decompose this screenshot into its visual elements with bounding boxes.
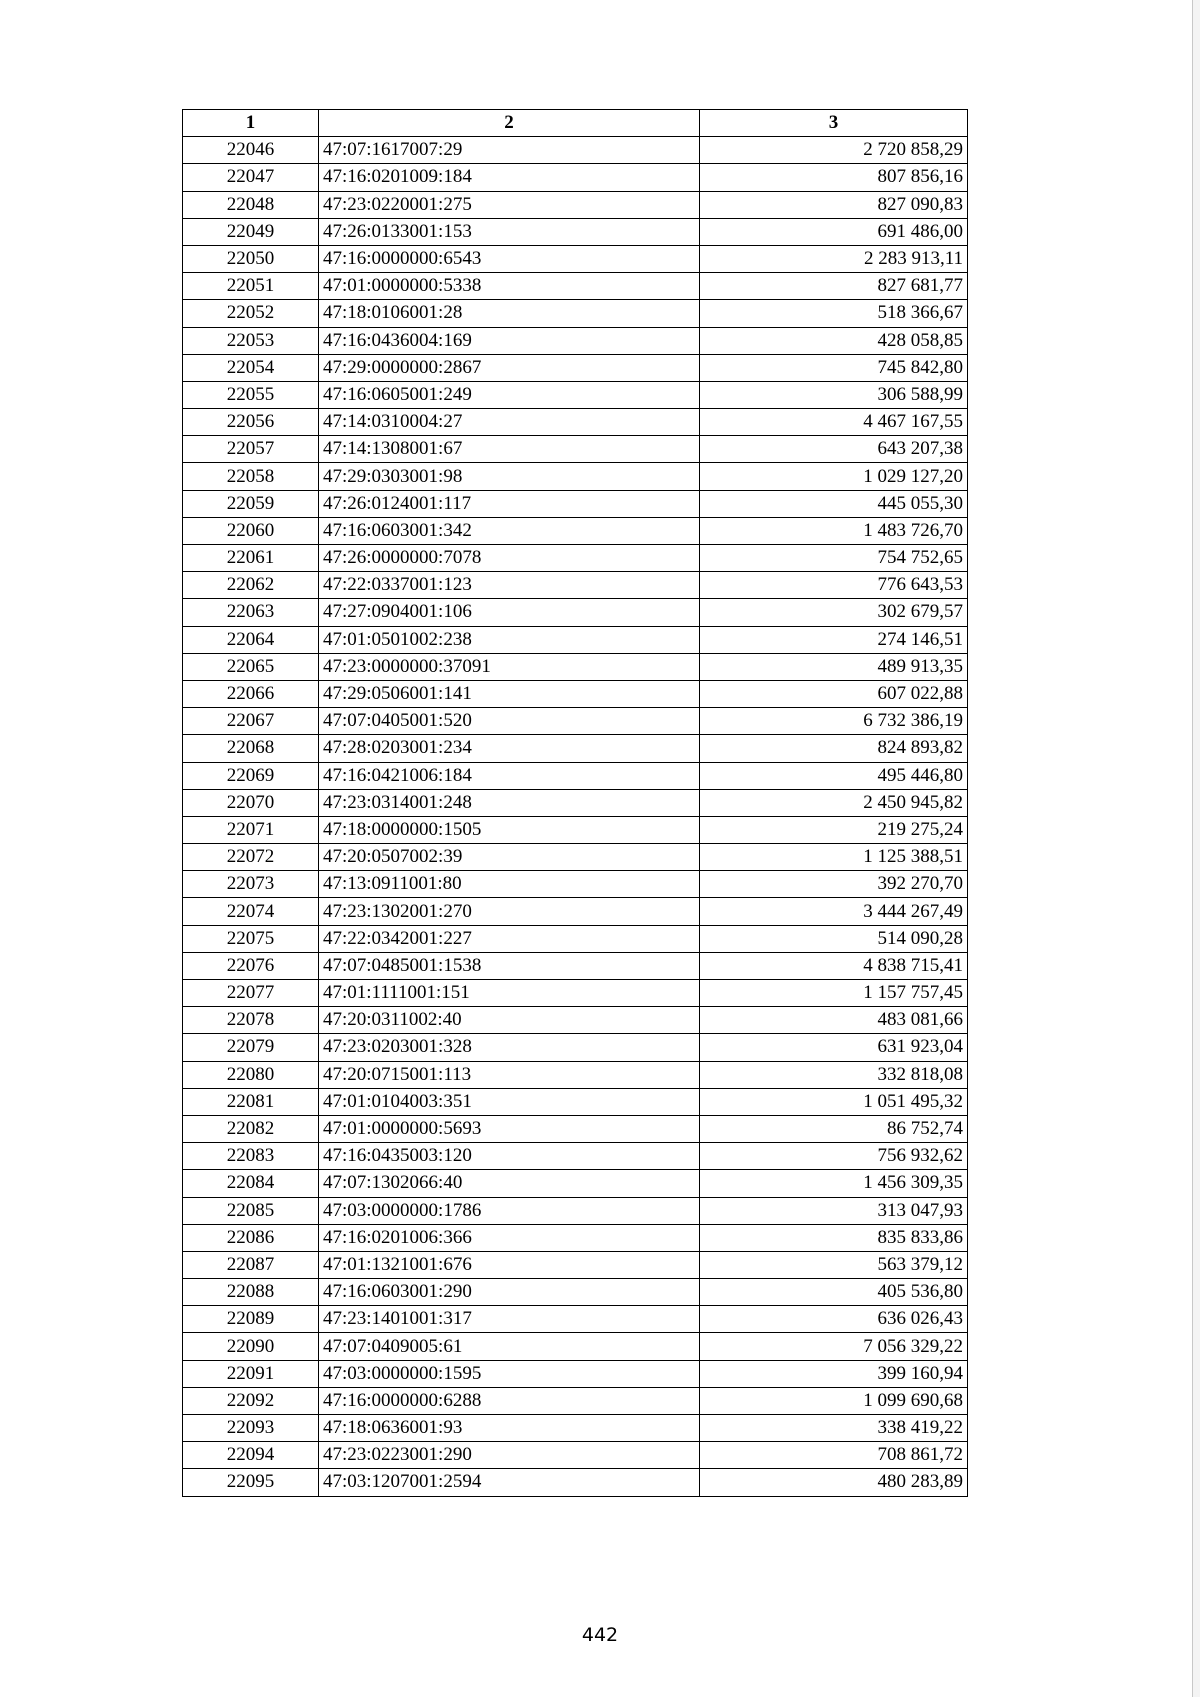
- row-number-cell: 22064: [183, 626, 319, 653]
- cadastral-number-cell: 47:23:0203001:328: [319, 1034, 700, 1061]
- value-cell: 2 720 858,29: [700, 137, 968, 164]
- table-row: [183, 545, 968, 572]
- cadastral-number-cell: 47:26:0124001:117: [319, 490, 700, 517]
- row-number-cell: 22048: [183, 191, 319, 218]
- table-row: [183, 245, 968, 272]
- cadastral-number-cell: 47:26:0000000:7078: [319, 545, 700, 572]
- cadastral-number-cell: 47:03:0000000:1786: [319, 1197, 700, 1224]
- value-cell: 1 099 690,68: [700, 1387, 968, 1414]
- row-number-cell: 22055: [183, 381, 319, 408]
- table-row: [183, 599, 968, 626]
- cadastral-number-cell: 47:16:0421006:184: [319, 762, 700, 789]
- data-table: [182, 109, 968, 1497]
- value-cell: 483 081,66: [700, 1007, 968, 1034]
- cadastral-number-cell: 47:22:0342001:227: [319, 925, 700, 952]
- cadastral-number-cell: 47:07:0409005:61: [319, 1333, 700, 1360]
- cadastral-number-cell: 47:23:0223001:290: [319, 1442, 700, 1469]
- table-row: [183, 517, 968, 544]
- row-number-cell: 22084: [183, 1170, 319, 1197]
- value-cell: 708 861,72: [700, 1442, 968, 1469]
- table-header: [183, 110, 968, 137]
- value-cell: 4 467 167,55: [700, 409, 968, 436]
- cadastral-number-cell: 47:23:0000000:37091: [319, 653, 700, 680]
- row-number-cell: 22081: [183, 1088, 319, 1115]
- table-row: [183, 1034, 968, 1061]
- table-row: [183, 789, 968, 816]
- table-row: [183, 653, 968, 680]
- cadastral-number-cell: 47:20:0715001:113: [319, 1061, 700, 1088]
- table-row: [183, 1333, 968, 1360]
- row-number-cell: 22054: [183, 354, 319, 381]
- cadastral-number-cell: 47:01:1321001:676: [319, 1251, 700, 1278]
- table-row: [183, 1306, 968, 1333]
- value-cell: 86 752,74: [700, 1115, 968, 1142]
- table-row: [183, 354, 968, 381]
- cadastral-number-cell: 47:29:0000000:2867: [319, 354, 700, 381]
- table-row: [183, 1469, 968, 1496]
- table-row: [183, 871, 968, 898]
- row-number-cell: 22060: [183, 517, 319, 544]
- row-number-cell: 22058: [183, 463, 319, 490]
- value-cell: 313 047,93: [700, 1197, 968, 1224]
- cadastral-number-cell: 47:16:0201006:366: [319, 1224, 700, 1251]
- row-number-cell: 22072: [183, 844, 319, 871]
- table-row: [183, 762, 968, 789]
- row-number-cell: 22093: [183, 1415, 319, 1442]
- value-cell: 489 913,35: [700, 653, 968, 680]
- cadastral-number-cell: 47:13:0911001:80: [319, 871, 700, 898]
- table-row: [183, 1088, 968, 1115]
- row-number-cell: 22087: [183, 1251, 319, 1278]
- row-number-cell: 22089: [183, 1306, 319, 1333]
- row-number-cell: 22051: [183, 273, 319, 300]
- cadastral-number-cell: 47:16:0435003:120: [319, 1143, 700, 1170]
- row-number-cell: 22065: [183, 653, 319, 680]
- value-cell: 1 157 757,45: [700, 980, 968, 1007]
- row-number-cell: 22047: [183, 164, 319, 191]
- table-body: [183, 137, 968, 1496]
- cadastral-number-cell: 47:03:0000000:1595: [319, 1360, 700, 1387]
- cadastral-number-cell: 47:23:1302001:270: [319, 898, 700, 925]
- value-cell: 4 838 715,41: [700, 952, 968, 979]
- row-number-cell: 22078: [183, 1007, 319, 1034]
- row-number-cell: 22050: [183, 245, 319, 272]
- table-row: [183, 980, 968, 1007]
- table-row: [183, 1143, 968, 1170]
- value-cell: 607 022,88: [700, 680, 968, 707]
- table-row: [183, 1415, 968, 1442]
- row-number-cell: 22080: [183, 1061, 319, 1088]
- cadastral-number-cell: 47:14:1308001:67: [319, 436, 700, 463]
- row-number-cell: 22086: [183, 1224, 319, 1251]
- table-row: [183, 1387, 968, 1414]
- value-cell: 1 456 309,35: [700, 1170, 968, 1197]
- table-row: [183, 898, 968, 925]
- table-row: [183, 1279, 968, 1306]
- cadastral-number-cell: 47:01:1111001:151: [319, 980, 700, 1007]
- cadastral-number-cell: 47:03:1207001:2594: [319, 1469, 700, 1496]
- table-row: [183, 735, 968, 762]
- cadastral-number-cell: 47:16:0000000:6288: [319, 1387, 700, 1414]
- cadastral-number-cell: 47:07:0405001:520: [319, 708, 700, 735]
- table-row: [183, 952, 968, 979]
- table-row: [183, 300, 968, 327]
- row-number-cell: 22077: [183, 980, 319, 1007]
- value-cell: 405 536,80: [700, 1279, 968, 1306]
- table-row: [183, 1197, 968, 1224]
- value-cell: 636 026,43: [700, 1306, 968, 1333]
- row-number-cell: 22053: [183, 327, 319, 354]
- header-row: [183, 110, 968, 137]
- row-number-cell: 22069: [183, 762, 319, 789]
- table-row: [183, 381, 968, 408]
- value-cell: 1 051 495,32: [700, 1088, 968, 1115]
- table-row: [183, 436, 968, 463]
- table-row: [183, 273, 968, 300]
- table-row: [183, 1115, 968, 1142]
- table-row: [183, 925, 968, 952]
- value-cell: 827 681,77: [700, 273, 968, 300]
- value-cell: 835 833,86: [700, 1224, 968, 1251]
- row-number-cell: 22046: [183, 137, 319, 164]
- cadastral-number-cell: 47:01:0104003:351: [319, 1088, 700, 1115]
- row-number-cell: 22056: [183, 409, 319, 436]
- cadastral-number-cell: 47:01:0000000:5338: [319, 273, 700, 300]
- cadastral-number-cell: 47:29:0303001:98: [319, 463, 700, 490]
- row-number-cell: 22071: [183, 816, 319, 843]
- cadastral-number-cell: 47:14:0310004:27: [319, 409, 700, 436]
- value-cell: 1 125 388,51: [700, 844, 968, 871]
- value-cell: 824 893,82: [700, 735, 968, 762]
- cadastral-number-cell: 47:07:1617007:29: [319, 137, 700, 164]
- value-cell: 1 483 726,70: [700, 517, 968, 544]
- table-row: [183, 1007, 968, 1034]
- column-header-2: 2: [319, 110, 700, 137]
- cadastral-number-cell: 47:23:0314001:248: [319, 789, 700, 816]
- cadastral-number-cell: 47:07:0485001:1538: [319, 952, 700, 979]
- table-row: [183, 626, 968, 653]
- row-number-cell: 22095: [183, 1469, 319, 1496]
- value-cell: 338 419,22: [700, 1415, 968, 1442]
- cadastral-number-cell: 47:28:0203001:234: [319, 735, 700, 762]
- value-cell: 219 275,24: [700, 816, 968, 843]
- cadastral-number-cell: 47:07:1302066:40: [319, 1170, 700, 1197]
- row-number-cell: 22067: [183, 708, 319, 735]
- column-header-1: 1: [183, 110, 319, 137]
- value-cell: 691 486,00: [700, 218, 968, 245]
- table-row: [183, 708, 968, 735]
- value-cell: 827 090,83: [700, 191, 968, 218]
- cadastral-number-cell: 47:18:0636001:93: [319, 1415, 700, 1442]
- value-cell: 776 643,53: [700, 572, 968, 599]
- cadastral-number-cell: 47:01:0501002:238: [319, 626, 700, 653]
- value-cell: 495 446,80: [700, 762, 968, 789]
- row-number-cell: 22082: [183, 1115, 319, 1142]
- cadastral-number-cell: 47:29:0506001:141: [319, 680, 700, 707]
- column-header-3: 3: [700, 110, 968, 137]
- row-number-cell: 22057: [183, 436, 319, 463]
- row-number-cell: 22073: [183, 871, 319, 898]
- row-number-cell: 22062: [183, 572, 319, 599]
- row-number-cell: 22076: [183, 952, 319, 979]
- table-row: [183, 218, 968, 245]
- table-row: [183, 1251, 968, 1278]
- value-cell: 7 056 329,22: [700, 1333, 968, 1360]
- row-number-cell: 22088: [183, 1279, 319, 1306]
- table-row: [183, 680, 968, 707]
- cadastral-number-cell: 47:18:0106001:28: [319, 300, 700, 327]
- value-cell: 392 270,70: [700, 871, 968, 898]
- value-cell: 274 146,51: [700, 626, 968, 653]
- table-row: [183, 409, 968, 436]
- row-number-cell: 22085: [183, 1197, 319, 1224]
- table-row: [183, 572, 968, 599]
- table-row: [183, 191, 968, 218]
- cadastral-number-cell: 47:18:0000000:1505: [319, 816, 700, 843]
- row-number-cell: 22075: [183, 925, 319, 952]
- value-cell: 807 856,16: [700, 164, 968, 191]
- cadastral-number-cell: 47:27:0904001:106: [319, 599, 700, 626]
- table-row: [183, 490, 968, 517]
- value-cell: 428 058,85: [700, 327, 968, 354]
- table-row: [183, 1224, 968, 1251]
- row-number-cell: 22091: [183, 1360, 319, 1387]
- table-row: [183, 1170, 968, 1197]
- cadastral-number-cell: 47:16:0201009:184: [319, 164, 700, 191]
- row-number-cell: 22059: [183, 490, 319, 517]
- cadastral-number-cell: 47:20:0311002:40: [319, 1007, 700, 1034]
- table-row: [183, 844, 968, 871]
- row-number-cell: 22090: [183, 1333, 319, 1360]
- value-cell: 306 588,99: [700, 381, 968, 408]
- value-cell: 756 932,62: [700, 1143, 968, 1170]
- value-cell: 445 055,30: [700, 490, 968, 517]
- page-number: 442: [581, 1624, 619, 1646]
- cadastral-number-cell: 47:01:0000000:5693: [319, 1115, 700, 1142]
- row-number-cell: 22094: [183, 1442, 319, 1469]
- value-cell: 6 732 386,19: [700, 708, 968, 735]
- cadastral-number-cell: 47:16:0603001:342: [319, 517, 700, 544]
- cadastral-number-cell: 47:16:0000000:6543: [319, 245, 700, 272]
- table-row: [183, 137, 968, 164]
- row-number-cell: 22063: [183, 599, 319, 626]
- value-cell: 2 283 913,11: [700, 245, 968, 272]
- cadastral-number-cell: 47:16:0605001:249: [319, 381, 700, 408]
- row-number-cell: 22049: [183, 218, 319, 245]
- row-number-cell: 22061: [183, 545, 319, 572]
- value-cell: 2 450 945,82: [700, 789, 968, 816]
- row-number-cell: 22066: [183, 680, 319, 707]
- value-cell: 480 283,89: [700, 1469, 968, 1496]
- row-number-cell: 22052: [183, 300, 319, 327]
- table-row: [183, 327, 968, 354]
- row-number-cell: 22070: [183, 789, 319, 816]
- row-number-cell: 22092: [183, 1387, 319, 1414]
- value-cell: 1 029 127,20: [700, 463, 968, 490]
- cadastral-number-cell: 47:22:0337001:123: [319, 572, 700, 599]
- value-cell: 514 090,28: [700, 925, 968, 952]
- cadastral-number-cell: 47:23:1401001:317: [319, 1306, 700, 1333]
- row-number-cell: 22079: [183, 1034, 319, 1061]
- cadastral-number-cell: 47:26:0133001:153: [319, 218, 700, 245]
- cadastral-number-cell: 47:23:0220001:275: [319, 191, 700, 218]
- value-cell: 518 366,67: [700, 300, 968, 327]
- value-cell: 563 379,12: [700, 1251, 968, 1278]
- table-row: [183, 1360, 968, 1387]
- page-edge: [1192, 0, 1200, 1697]
- table-row: [183, 463, 968, 490]
- cadastral-number-cell: 47:16:0603001:290: [319, 1279, 700, 1306]
- table-row: [183, 164, 968, 191]
- row-number-cell: 22074: [183, 898, 319, 925]
- value-cell: 302 679,57: [700, 599, 968, 626]
- value-cell: 643 207,38: [700, 436, 968, 463]
- row-number-cell: 22083: [183, 1143, 319, 1170]
- table-row: [183, 1442, 968, 1469]
- row-number-cell: 22068: [183, 735, 319, 762]
- value-cell: 332 818,08: [700, 1061, 968, 1088]
- table-row: [183, 1061, 968, 1088]
- value-cell: 631 923,04: [700, 1034, 968, 1061]
- table-row: [183, 816, 968, 843]
- cadastral-number-cell: 47:16:0436004:169: [319, 327, 700, 354]
- cadastral-number-cell: 47:20:0507002:39: [319, 844, 700, 871]
- value-cell: 754 752,65: [700, 545, 968, 572]
- value-cell: 399 160,94: [700, 1360, 968, 1387]
- value-cell: 3 444 267,49: [700, 898, 968, 925]
- value-cell: 745 842,80: [700, 354, 968, 381]
